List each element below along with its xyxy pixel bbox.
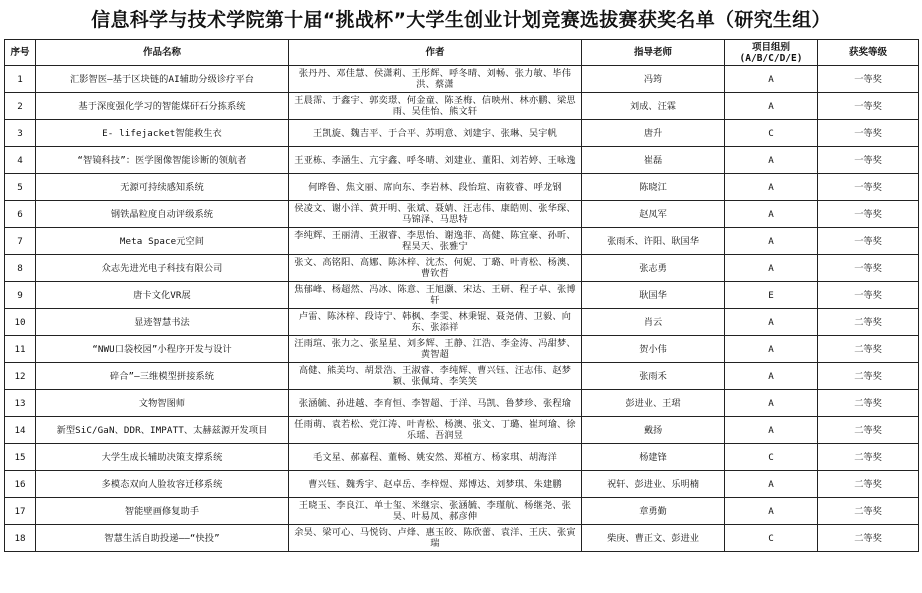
cell-index: 8 <box>5 255 36 282</box>
cell-index: 16 <box>5 471 36 498</box>
cell-project: E- lifejacket智能救生衣 <box>36 120 289 147</box>
cell-advisor: 崔磊 <box>582 147 725 174</box>
cell-award: 一等奖 <box>818 120 919 147</box>
cell-advisor: 张雨禾 <box>582 363 725 390</box>
header-authors: 作者 <box>289 40 582 66</box>
cell-authors: 焦郁峰、杨超然、冯冰、陈意、王旭灏、宋达、王研、程子卓、张博轩 <box>289 282 582 309</box>
table-row <box>5 255 919 282</box>
cell-group: A <box>725 309 818 336</box>
cell-advisor: 杨建锋 <box>582 444 725 471</box>
cell-authors: 张涵毓、孙进越、李育恒、李智超、于洋、马凯、鲁梦珍、张程瑜 <box>289 390 582 417</box>
header-group <box>725 40 818 66</box>
table-row <box>5 201 919 228</box>
cell-award: 一等奖 <box>818 228 919 255</box>
cell-group: A <box>725 363 818 390</box>
cell-index: 14 <box>5 417 36 444</box>
cell-group: A <box>725 336 818 363</box>
cell-project: 碎合”—三维模型拼接系统 <box>36 363 289 390</box>
cell-advisor: 冯筠 <box>582 66 725 93</box>
table-row <box>5 444 919 471</box>
cell-project: 大学生成长辅助决策支撑系统 <box>36 444 289 471</box>
table-row <box>5 174 919 201</box>
table-row <box>5 390 919 417</box>
cell-project: 多模态双向人脸妆容迁移系统 <box>36 471 289 498</box>
cell-award: 一等奖 <box>818 66 919 93</box>
cell-group: A <box>725 66 818 93</box>
table-row <box>5 282 919 309</box>
cell-group: A <box>725 471 818 498</box>
table-row <box>5 471 919 498</box>
cell-authors: 王晓玉、李良江、单士玺、米继宗、张涵毓、李瑾航、杨继尧、张昊、叶易凤、郝彦伸 <box>289 498 582 525</box>
cell-advisor: 彭进业、王珺 <box>582 390 725 417</box>
cell-project: 唐卡文化VR展 <box>36 282 289 309</box>
cell-project: 新型SiC/GaN、DDR、IMPATT、太赫兹源开发项目 <box>36 417 289 444</box>
cell-authors: 余昊、梁可心、马悦钧、卢烽、惠玉皎、陈欣蕾、袁洋、王庆、张寅瑞 <box>289 525 582 552</box>
cell-group: A <box>725 93 818 120</box>
cell-index: 2 <box>5 93 36 120</box>
header-group-line2: (A/B/C/D/E) <box>739 52 803 64</box>
cell-award: 二等奖 <box>818 336 919 363</box>
cell-authors: 张丹丹、邓佳慧、侯潇莉、王彤辉、呼冬晴、刘畅、张力敏、毕伟洪、蔡潇 <box>289 66 582 93</box>
cell-advisor: 肖云 <box>582 309 725 336</box>
cell-award: 一等奖 <box>818 255 919 282</box>
table-row <box>5 66 919 93</box>
cell-advisor: 张志勇 <box>582 255 725 282</box>
cell-group: A <box>725 255 818 282</box>
cell-authors: 汪雨瑄、张力之、张星星、刘多辉、王静、江浩、李金涛、冯甜梦、黄智超 <box>289 336 582 363</box>
cell-authors: 卢雷、陈沐梓、段诗宁、韩枫、李雯、林秉锟、聂尧倩、卫毅、向东、张添祥 <box>289 309 582 336</box>
cell-project: 显迹智慧书法 <box>36 309 289 336</box>
header-award: 获奖等级 <box>818 40 919 66</box>
table-row <box>5 417 919 444</box>
table-row <box>5 147 919 174</box>
cell-index: 10 <box>5 309 36 336</box>
cell-authors: 何晔鲁、焦文丽、席向东、李岩林、段怡瑄、南筱睿、呼龙钢 <box>289 174 582 201</box>
cell-award: 一等奖 <box>818 93 919 120</box>
cell-group: C <box>725 444 818 471</box>
cell-index: 7 <box>5 228 36 255</box>
cell-project: 无源可持续感知系统 <box>36 174 289 201</box>
cell-index: 3 <box>5 120 36 147</box>
cell-authors: 任雨萌、袁若松、党江涛、叶青松、杨澳、张文、丁璐、崔珂瑜、徐乐瑶、吾润昱 <box>289 417 582 444</box>
cell-group: A <box>725 390 818 417</box>
cell-advisor: 赵凤军 <box>582 201 725 228</box>
cell-authors: 王亚栋、李涵生、亢宇鑫、呼冬晴、刘建业、董阳、刘若婷、王咏逸 <box>289 147 582 174</box>
cell-group: A <box>725 228 818 255</box>
cell-award: 二等奖 <box>818 390 919 417</box>
cell-advisor: 耿国华 <box>582 282 725 309</box>
cell-project: 钢铁晶粒度自动评级系统 <box>36 201 289 228</box>
cell-project: 汇影智医—基于区块链的AI辅助分级诊疗平台 <box>36 66 289 93</box>
cell-index: 1 <box>5 66 36 93</box>
cell-group: C <box>725 525 818 552</box>
cell-index: 12 <box>5 363 36 390</box>
cell-project: 众志先进光电子科技有限公司 <box>36 255 289 282</box>
cell-award: 二等奖 <box>818 471 919 498</box>
cell-index: 17 <box>5 498 36 525</box>
cell-project: Meta Space元空间 <box>36 228 289 255</box>
cell-authors: 张文、高铭阳、高娜、陈沐梓、沈杰、何妮、丁璐、叶青松、杨澳、曹钦哲 <box>289 255 582 282</box>
header-index: 序号 <box>5 40 36 66</box>
cell-advisor: 刘成、汪霖 <box>582 93 725 120</box>
cell-advisor: 章勇勤 <box>582 498 725 525</box>
table-body <box>5 66 919 552</box>
cell-index: 13 <box>5 390 36 417</box>
cell-group: C <box>725 120 818 147</box>
cell-advisor: 贺小伟 <box>582 336 725 363</box>
cell-project: “NWU口袋校园”小程序开发与设计 <box>36 336 289 363</box>
cell-authors: 高健、熊美均、胡景浩、王淑睿、李纯辉、曹兴钰、汪志伟、赵梦颖、张佩琦、李笑笑 <box>289 363 582 390</box>
cell-award: 二等奖 <box>818 498 919 525</box>
cell-advisor: 陈晓江 <box>582 174 725 201</box>
cell-group: A <box>725 417 818 444</box>
cell-project: 智慧生活自助投递——“快投” <box>36 525 289 552</box>
cell-award: 一等奖 <box>818 174 919 201</box>
cell-project: “智镜科技”：医学图像智能诊断的领航者 <box>36 147 289 174</box>
cell-index: 6 <box>5 201 36 228</box>
cell-authors: 李纯辉、王丽清、王淑睿、李思怡、谢逸菲、高健、陈宜豪、孙昕、程昊天、张雅宁 <box>289 228 582 255</box>
cell-index: 9 <box>5 282 36 309</box>
cell-group: A <box>725 147 818 174</box>
table-row <box>5 228 919 255</box>
award-table <box>4 39 919 552</box>
header-advisor: 指导老师 <box>582 40 725 66</box>
cell-index: 11 <box>5 336 36 363</box>
cell-award: 二等奖 <box>818 309 919 336</box>
cell-project: 智能壁画修复助手 <box>36 498 289 525</box>
document-title: 信息科学与技术学院第十届“挑战杯”大学生创业计划竞赛选拔赛获奖名单（研究生组） <box>91 9 831 31</box>
cell-award: 一等奖 <box>818 201 919 228</box>
cell-award: 二等奖 <box>818 417 919 444</box>
cell-project: 基于深度强化学习的智能煤矸石分拣系统 <box>36 93 289 120</box>
header-project: 作品名称 <box>36 40 289 66</box>
cell-index: 4 <box>5 147 36 174</box>
cell-award: 一等奖 <box>818 147 919 174</box>
cell-advisor: 唐升 <box>582 120 725 147</box>
table-row <box>5 309 919 336</box>
cell-authors: 王晨霈、于鑫宇、郭奕璟、何金童、陈圣梅、信映州、林亦鹏、梁思雨、吴佳怡、熊文轩 <box>289 93 582 120</box>
cell-authors: 王凯旋、魏吉平、于合平、苏明意、刘建宇、张琳、吴宇帆 <box>289 120 582 147</box>
table-row <box>5 336 919 363</box>
cell-advisor: 张雨禾、许阳、耿国华 <box>582 228 725 255</box>
cell-project: 文物智图师 <box>36 390 289 417</box>
cell-group: E <box>725 282 818 309</box>
cell-group: A <box>725 201 818 228</box>
cell-award: 二等奖 <box>818 444 919 471</box>
table-row <box>5 525 919 552</box>
cell-award: 二等奖 <box>818 363 919 390</box>
table-row <box>5 498 919 525</box>
cell-index: 18 <box>5 525 36 552</box>
cell-award: 二等奖 <box>818 525 919 552</box>
cell-authors: 曹兴钰、魏秀宇、赵卓岳、李梓煜、郑博达、刘梦琪、朱建鹏 <box>289 471 582 498</box>
cell-group: A <box>725 174 818 201</box>
header-group-line1: 项目组别 <box>751 41 790 53</box>
cell-index: 5 <box>5 174 36 201</box>
table-row <box>5 120 919 147</box>
cell-group: A <box>725 498 818 525</box>
cell-authors: 侯凌文、谢小洋、黄开明、张斌、聂婧、汪志伟、康皓则、张华琛、马锦泽、马思特 <box>289 201 582 228</box>
cell-authors: 毛文星、郝嘉程、董畅、姚安然、郑植方、杨家琪、胡海洋 <box>289 444 582 471</box>
table-header-row <box>5 40 919 66</box>
cell-index: 15 <box>5 444 36 471</box>
table-row <box>5 363 919 390</box>
cell-advisor: 祝轩、彭进业、乐明楠 <box>582 471 725 498</box>
cell-award: 一等奖 <box>818 282 919 309</box>
cell-advisor: 柴庚、曹正文、彭进业 <box>582 525 725 552</box>
table-row <box>5 93 919 120</box>
cell-advisor: 戴扬 <box>582 417 725 444</box>
